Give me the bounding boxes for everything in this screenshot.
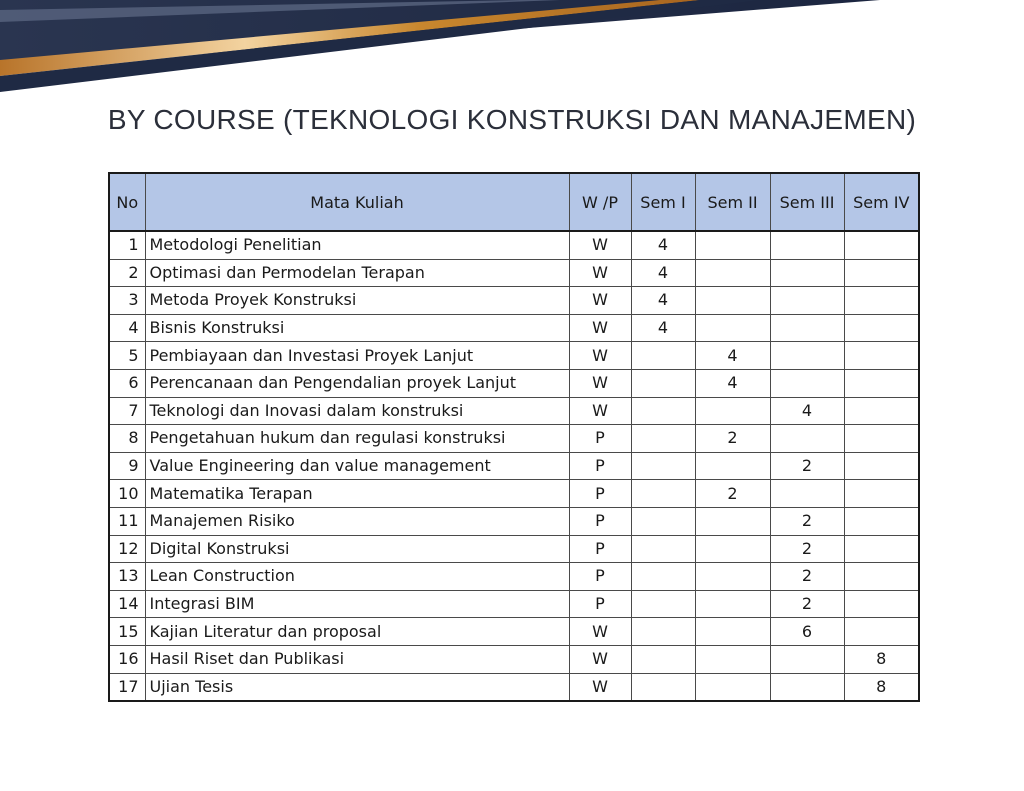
table-row: [109, 287, 919, 315]
cell-no: 4: [109, 314, 145, 342]
cell-sem1: [631, 590, 695, 618]
cell-wp: W: [569, 673, 631, 701]
cell-sem2: [695, 535, 770, 563]
cell-no: 2: [109, 259, 145, 287]
table-row: [109, 342, 919, 370]
cell-wp: W: [569, 369, 631, 397]
cell-course-name: Matematika Terapan: [145, 480, 569, 508]
cell-no: 8: [109, 425, 145, 453]
cell-sem4: [844, 480, 919, 508]
cell-wp: W: [569, 618, 631, 646]
cell-sem3: 2: [770, 535, 844, 563]
table-body: [109, 231, 919, 701]
cell-wp: W: [569, 231, 631, 259]
cell-sem1: [631, 563, 695, 591]
cell-sem1: [631, 452, 695, 480]
cell-course-name: Digital Konstruksi: [145, 535, 569, 563]
cell-sem3: 2: [770, 452, 844, 480]
cell-sem4: [844, 397, 919, 425]
cell-sem1: [631, 397, 695, 425]
table-row: [109, 590, 919, 618]
cell-course-name: Perencanaan dan Pengendalian proyek Lanjut: [145, 369, 569, 397]
header-mata-kuliah: Mata Kuliah: [145, 173, 569, 231]
cell-sem4: [844, 287, 919, 315]
cell-sem4: [844, 369, 919, 397]
cell-course-name: Bisnis Konstruksi: [145, 314, 569, 342]
table-row: [109, 231, 919, 259]
table-header-row: [109, 173, 919, 231]
header-sem3: Sem III: [770, 173, 844, 231]
cell-sem4: [844, 314, 919, 342]
cell-course-name: Value Engineering dan value management: [145, 452, 569, 480]
cell-wp: P: [569, 425, 631, 453]
cell-no: 11: [109, 507, 145, 535]
cell-sem2: [695, 259, 770, 287]
cell-sem2: [695, 590, 770, 618]
cell-no: 1: [109, 231, 145, 259]
cell-sem1: [631, 369, 695, 397]
cell-no: 13: [109, 563, 145, 591]
cell-wp: P: [569, 563, 631, 591]
cell-course-name: Kajian Literatur dan proposal: [145, 618, 569, 646]
cell-sem1: [631, 425, 695, 453]
cell-sem2: [695, 287, 770, 315]
cell-wp: W: [569, 314, 631, 342]
table-row: [109, 314, 919, 342]
cell-sem4: [844, 563, 919, 591]
table-row: [109, 452, 919, 480]
table-row: [109, 563, 919, 591]
cell-course-name: Hasil Riset dan Publikasi: [145, 645, 569, 673]
cell-wp: P: [569, 535, 631, 563]
cell-course-name: Metoda Proyek Konstruksi: [145, 287, 569, 315]
cell-sem2: [695, 618, 770, 646]
cell-sem3: 6: [770, 618, 844, 646]
cell-course-name: Teknologi dan Inovasi dalam konstruksi: [145, 397, 569, 425]
header-sem1: Sem I: [631, 173, 695, 231]
cell-sem1: 4: [631, 259, 695, 287]
header-no: No: [109, 173, 145, 231]
cell-sem3: [770, 369, 844, 397]
cell-no: 10: [109, 480, 145, 508]
cell-sem2: [695, 397, 770, 425]
table-row: [109, 425, 919, 453]
cell-sem2: [695, 507, 770, 535]
cell-wp: P: [569, 452, 631, 480]
cell-sem1: [631, 673, 695, 701]
cell-sem2: [695, 563, 770, 591]
cell-no: 7: [109, 397, 145, 425]
cell-no: 3: [109, 287, 145, 315]
table-row: [109, 673, 919, 701]
course-table-container: [108, 172, 920, 702]
table-row: [109, 397, 919, 425]
cell-course-name: Pengetahuan hukum dan regulasi konstruksi: [145, 425, 569, 453]
header-sem4: Sem IV: [844, 173, 919, 231]
cell-sem3: [770, 231, 844, 259]
cell-sem3: 4: [770, 397, 844, 425]
cell-sem3: [770, 425, 844, 453]
cell-course-name: Lean Construction: [145, 563, 569, 591]
cell-wp: P: [569, 590, 631, 618]
cell-sem1: [631, 535, 695, 563]
cell-sem3: [770, 480, 844, 508]
cell-sem3: 2: [770, 507, 844, 535]
cell-sem4: [844, 535, 919, 563]
cell-no: 14: [109, 590, 145, 618]
cell-sem1: [631, 645, 695, 673]
cell-sem3: [770, 645, 844, 673]
cell-sem3: [770, 342, 844, 370]
cell-sem4: [844, 231, 919, 259]
cell-sem1: [631, 480, 695, 508]
cell-sem4: [844, 425, 919, 453]
cell-course-name: Manajemen Risiko: [145, 507, 569, 535]
cell-sem4: [844, 452, 919, 480]
cell-sem4: [844, 618, 919, 646]
cell-sem2: 4: [695, 342, 770, 370]
cell-sem1: 4: [631, 314, 695, 342]
course-table: [108, 172, 920, 702]
cell-wp: W: [569, 397, 631, 425]
cell-sem3: [770, 287, 844, 315]
cell-wp: P: [569, 507, 631, 535]
cell-sem2: [695, 452, 770, 480]
table-row: [109, 480, 919, 508]
cell-course-name: Integrasi BIM: [145, 590, 569, 618]
cell-no: 5: [109, 342, 145, 370]
cell-wp: W: [569, 287, 631, 315]
cell-no: 17: [109, 673, 145, 701]
cell-wp: W: [569, 342, 631, 370]
cell-course-name: Ujian Tesis: [145, 673, 569, 701]
cell-sem2: [695, 645, 770, 673]
cell-wp: W: [569, 259, 631, 287]
cell-sem2: 2: [695, 480, 770, 508]
cell-sem2: [695, 314, 770, 342]
cell-sem1: [631, 342, 695, 370]
cell-sem1: 4: [631, 231, 695, 259]
cell-sem2: 4: [695, 369, 770, 397]
cell-sem4: [844, 342, 919, 370]
cell-sem4: 8: [844, 645, 919, 673]
cell-course-name: Optimasi dan Permodelan Terapan: [145, 259, 569, 287]
cell-no: 16: [109, 645, 145, 673]
cell-sem3: [770, 673, 844, 701]
cell-course-name: Pembiayaan dan Investasi Proyek Lanjut: [145, 342, 569, 370]
cell-sem4: [844, 259, 919, 287]
cell-sem3: [770, 314, 844, 342]
table-row: [109, 369, 919, 397]
cell-wp: P: [569, 480, 631, 508]
cell-sem1: 4: [631, 287, 695, 315]
table-row: [109, 507, 919, 535]
cell-sem3: 2: [770, 563, 844, 591]
slide-title: BY COURSE (TEKNOLOGI KONSTRUKSI DAN MANAJEMEN): [107, 104, 917, 135]
table-row: [109, 618, 919, 646]
cell-sem4: 8: [844, 673, 919, 701]
cell-no: 15: [109, 618, 145, 646]
header-wp: W /P: [569, 173, 631, 231]
cell-sem4: [844, 590, 919, 618]
cell-sem2: [695, 673, 770, 701]
cell-sem3: 2: [770, 590, 844, 618]
header-sem2: Sem II: [695, 173, 770, 231]
table-row: [109, 535, 919, 563]
cell-sem2: [695, 231, 770, 259]
cell-sem1: [631, 618, 695, 646]
cell-sem3: [770, 259, 844, 287]
cell-no: 9: [109, 452, 145, 480]
header-banner: [0, 0, 1024, 100]
cell-sem1: [631, 507, 695, 535]
cell-sem2: 2: [695, 425, 770, 453]
cell-wp: W: [569, 645, 631, 673]
cell-sem4: [844, 507, 919, 535]
table-row: [109, 259, 919, 287]
table-row: [109, 645, 919, 673]
cell-course-name: Metodologi Penelitian: [145, 231, 569, 259]
cell-no: 6: [109, 369, 145, 397]
cell-no: 12: [109, 535, 145, 563]
